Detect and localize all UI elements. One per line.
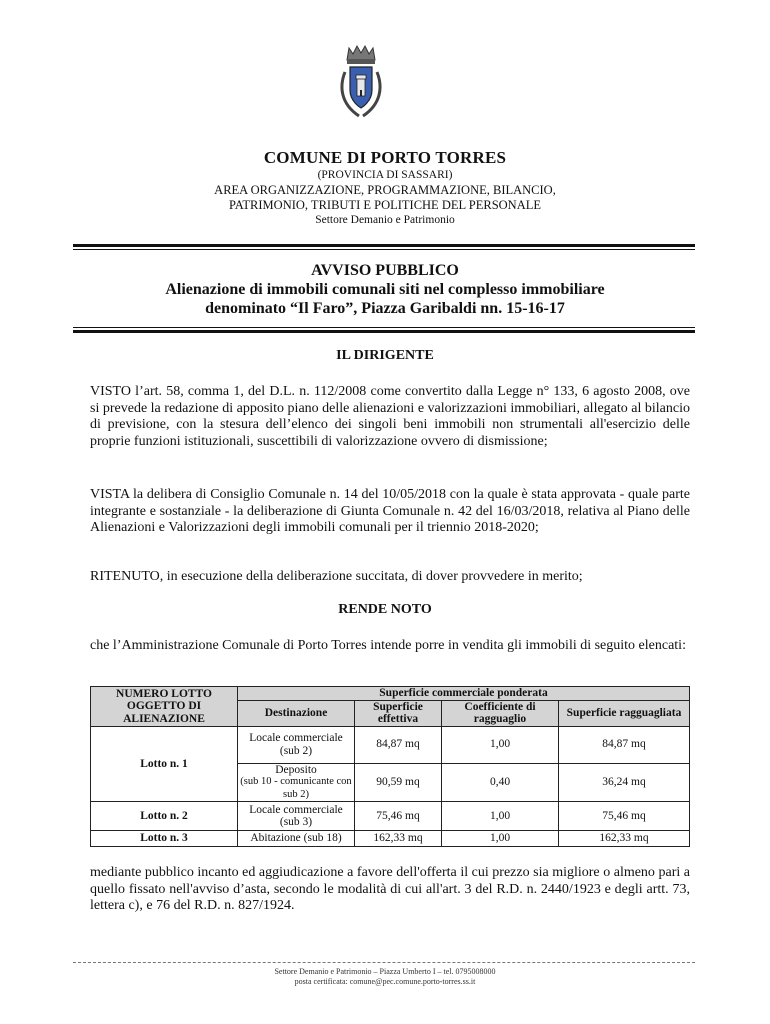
- destination-cell: Abitazione (sub 18): [238, 831, 355, 847]
- footer-pec: posta certificata: comune@pec.comune.porto-torres.ss.it: [294, 977, 476, 986]
- letterhead: [120, 148, 650, 228]
- destination-text: Locale commerciale: [249, 732, 343, 744]
- sector-name: Settore Demanio e Patrimonio: [315, 214, 455, 226]
- group-header: Superficie commerciale ponderata: [238, 687, 690, 701]
- paragraph-mediante: mediante pubblico incanto ed aggiudicazione a favore dell'offerta il cui prezzo sia migliore o almeno pari a quello fissato nell'avviso d’asta, secondo le modalità di cui all'art. 3 del R.D. n. 2440/1923 e degli artt. 73, lettera c), e 76 del R.D. n. 827/1924.: [90, 865, 690, 913]
- destination-text: Deposito: [275, 763, 317, 776]
- paragraph-che: che l’Amministrazione Comunale di Porto Torres intende porre in vendita gli immobili di seguito elencati:: [90, 638, 686, 653]
- table-row: [91, 831, 690, 847]
- coat-of-arms-icon: [337, 42, 385, 122]
- notice-subtitle-line-1: Alienazione di immobili comunali siti nel complesso immobiliare: [165, 281, 605, 298]
- effective-area-cell: 75,46 mq: [355, 802, 442, 831]
- table-row: [91, 726, 690, 763]
- destination-text: Locale commerciale: [249, 803, 343, 816]
- paragraph-visto: VISTO l’art. 58, comma 1, del D.L. n. 112/2008 come convertito dalla Legge n° 133, 6 agosto 2008, ove si prevede la redazione di apposito piano delle alienazioni e valorizzazioni immobiliari, allegato al bilancio di previsione, con la stesura dell’elenco dei singoli beni immobili non strumentali all'esercizio delle proprie funzioni istituzionali, suscettibili di valorizzazione ovvero di dismissione;: [90, 384, 690, 449]
- destination-sub: (sub 3): [279, 816, 313, 828]
- table-row: [91, 802, 690, 831]
- lot-2-cell: Lotto n. 2: [91, 802, 238, 831]
- bottom-rule-thin: [73, 327, 695, 328]
- destination-sub: (sub 10 - comunicante con sub 2): [240, 776, 352, 800]
- province: (PROVINCIA DI SASSARI): [317, 169, 453, 181]
- adjusted-area-cell: 162,33 mq: [559, 831, 690, 847]
- heading-dirigente: IL DIRIGENTE: [336, 348, 434, 363]
- municipality-name: COMUNE DI PORTO TORRES: [263, 148, 507, 167]
- footer-divider: [73, 962, 695, 963]
- destination-cell: [238, 763, 355, 802]
- top-rule-thick: [73, 244, 695, 247]
- table-header-row: [91, 687, 690, 701]
- lot-3-cell: Lotto n. 3: [91, 831, 238, 847]
- coefficient-cell: 0,40: [442, 763, 559, 802]
- adjusted-area-cell: 84,87 mq: [559, 726, 690, 763]
- heading-rende-noto: RENDE NOTO: [338, 602, 432, 617]
- destination-cell: [238, 726, 355, 763]
- notice-subtitle-line-2: denominato “Il Faro”, Piazza Garibaldi nn. 15-16-17: [205, 300, 565, 317]
- area-line-1: AREA ORGANIZZAZIONE, PROGRAMMAZIONE, BILANCIO,: [214, 183, 556, 197]
- col-effective-area-header: Superficie effettiva: [355, 700, 442, 726]
- col-coefficient-header: Coefficiente di ragguaglio: [442, 700, 559, 726]
- col-destination-header: Destinazione: [238, 700, 355, 726]
- lot-1-cell: Lotto n. 1: [91, 726, 238, 802]
- paragraph-vista: VISTA la delibera di Consiglio Comunale n. 14 del 10/05/2018 con la quale è stata approvata - quale parte integrante e sostanziale - la deliberazione di Giunta Comunale n. 42 del 16/03/2018, relativa al Piano delle Alienazioni e Valorizzazioni degli immobili comunali per il triennio 2018-2020;: [90, 487, 690, 535]
- footer-address: Settore Demanio e Patrimonio – Piazza Umberto I – tel. 0795008000: [274, 967, 496, 976]
- coefficient-cell: 1,00: [442, 726, 559, 763]
- paragraph-ritenuto: RITENUTO, in esecuzione della deliberazione succitata, di dover provvedere in merito;: [90, 569, 583, 584]
- effective-area-cell: 84,87 mq: [355, 726, 442, 763]
- coefficient-cell: 1,00: [442, 802, 559, 831]
- notice-title: AVVISO PUBBLICO: [311, 262, 459, 279]
- adjusted-area-cell: 75,46 mq: [559, 802, 690, 831]
- destination-sub: (sub 2): [279, 744, 313, 757]
- bottom-rule-thick: [73, 330, 695, 333]
- adjusted-area-cell: 36,24 mq: [559, 763, 690, 802]
- lots-table: [90, 686, 690, 847]
- effective-area-cell: 90,59 mq: [355, 763, 442, 802]
- top-rule-thin: [73, 249, 695, 250]
- notice-heading: [80, 261, 690, 318]
- col-adjusted-area-header: Superficie ragguagliata: [559, 700, 690, 726]
- col-lot-header: NUMERO LOTTO OGGETTO DI ALIENAZIONE: [91, 687, 238, 727]
- coefficient-cell: 1,00: [442, 831, 559, 847]
- area-line-2: PATRIMONIO, TRIBUTI E POLITICHE DEL PERSONALE: [228, 198, 542, 212]
- footer: [120, 967, 650, 987]
- destination-cell: [238, 802, 355, 831]
- effective-area-cell: 162,33 mq: [355, 831, 442, 847]
